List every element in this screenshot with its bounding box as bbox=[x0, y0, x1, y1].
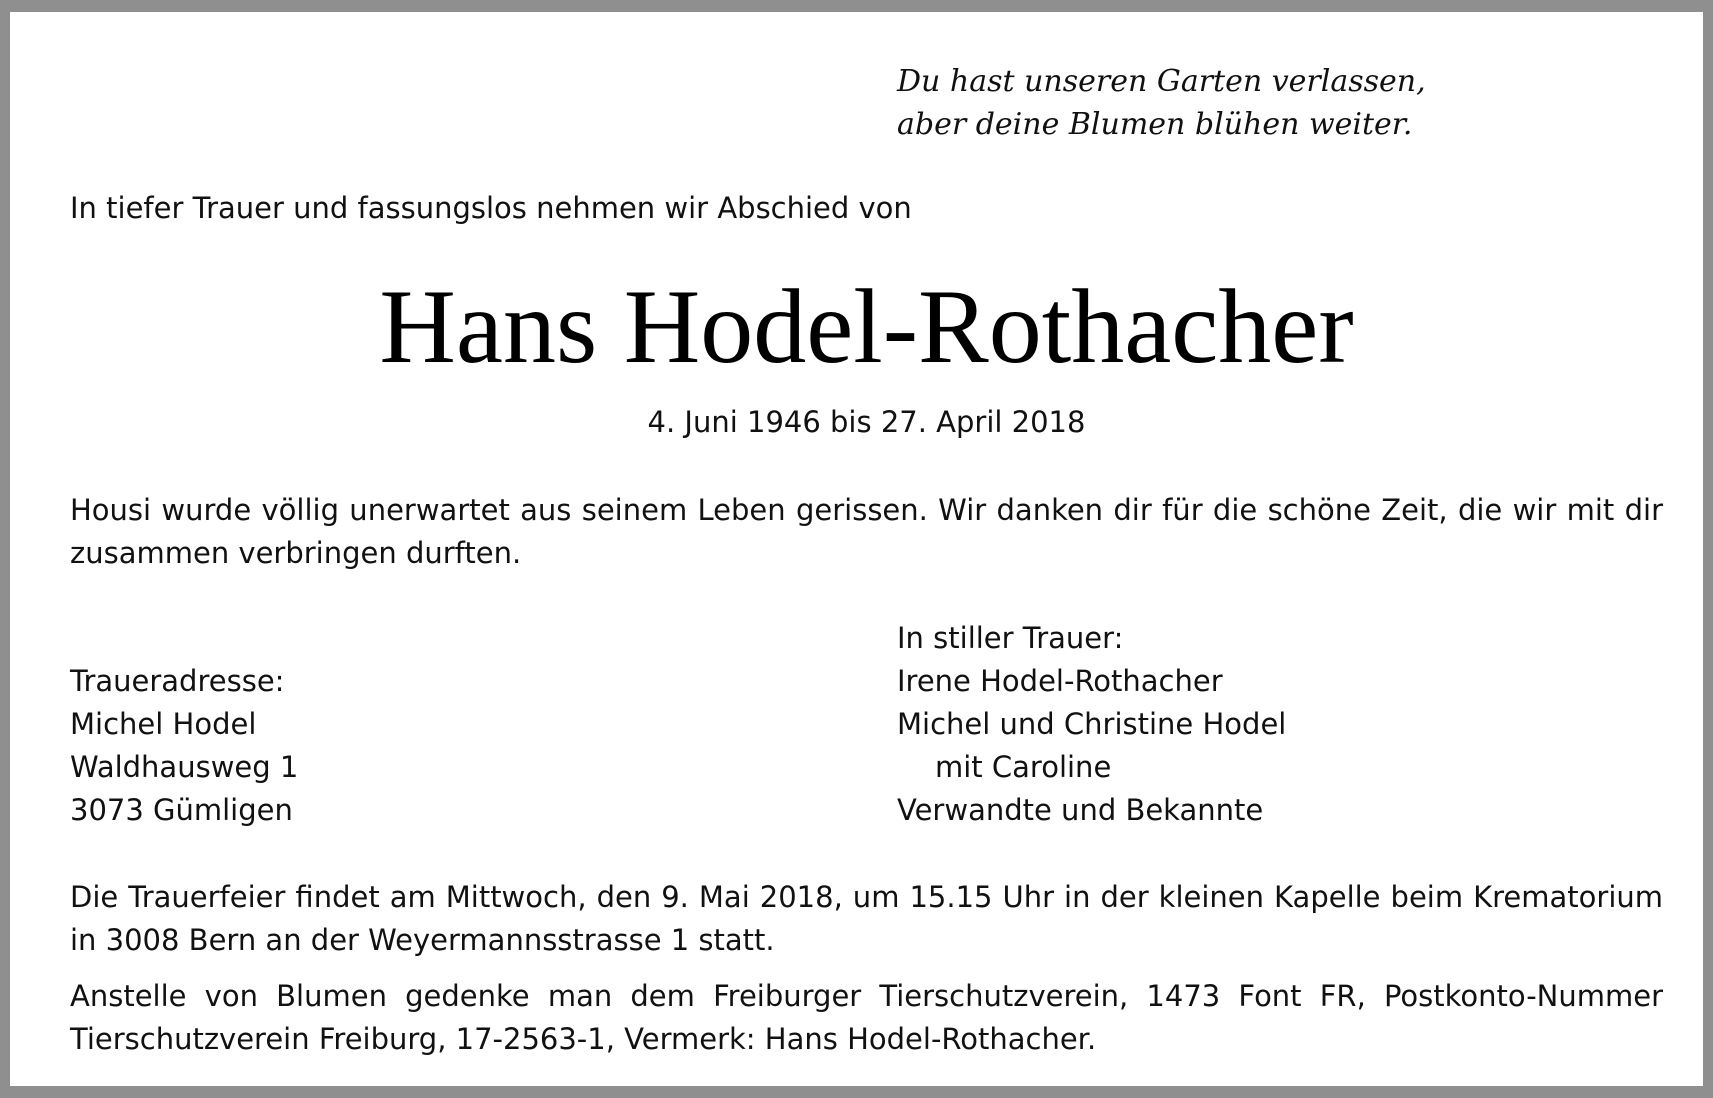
mourner-line: Michel und Christine Hodel bbox=[897, 707, 1287, 741]
mourner-line: mit Caroline bbox=[935, 750, 1112, 784]
mourner-line: Verwandte und Bekannte bbox=[897, 793, 1264, 827]
tribute-text: Housi wurde völlig unerwartet aus seinem Leben gerissen. Wir danken dir für die schöne Zeit, die wir mit dir zusammen verbringen durften. bbox=[70, 493, 1663, 570]
quote-line-1: Du hast unseren Garten verlassen, bbox=[897, 64, 1426, 99]
mourners-list bbox=[897, 617, 1286, 832]
mourning-address bbox=[70, 660, 298, 832]
intro-text: In tiefer Trauer und fassungslos nehmen wir Abschied von bbox=[70, 191, 912, 225]
ceremony-text: Die Trauerfeier findet am Mittwoch, den 9. Mai 2018, um 15.15 Uhr in der kleinen Kapelle beim Krematorium in 3008 Bern an der Weyermannsstrasse 1 statt. bbox=[70, 880, 1663, 957]
memorial-quote bbox=[897, 60, 1426, 146]
donation-text: Anstelle von Blumen gedenke man dem Freiburger Tierschutzverein, 1473 Font FR, Postkonto-Nummer Tierschutzverein Freiburg, 17-2563-1, Vermerk: Hans Hodel-Rothacher. bbox=[70, 979, 1663, 1056]
address-name: Michel Hodel bbox=[70, 707, 257, 741]
address-city: 3073 Gümligen bbox=[70, 793, 293, 827]
address-heading: Traueradresse: bbox=[70, 664, 285, 698]
life-dates: 4. Juni 1946 bis 27. April 2018 bbox=[647, 405, 1086, 439]
address-street: Waldhausweg 1 bbox=[70, 750, 299, 784]
mourner-line: Irene Hodel-Rothacher bbox=[897, 664, 1223, 698]
deceased-name: Hans Hodel-Rothacher bbox=[379, 268, 1354, 385]
quote-line-2: aber deine Blumen blühen weiter. bbox=[897, 107, 1413, 142]
mourners-heading: In stiller Trauer: bbox=[897, 621, 1124, 655]
